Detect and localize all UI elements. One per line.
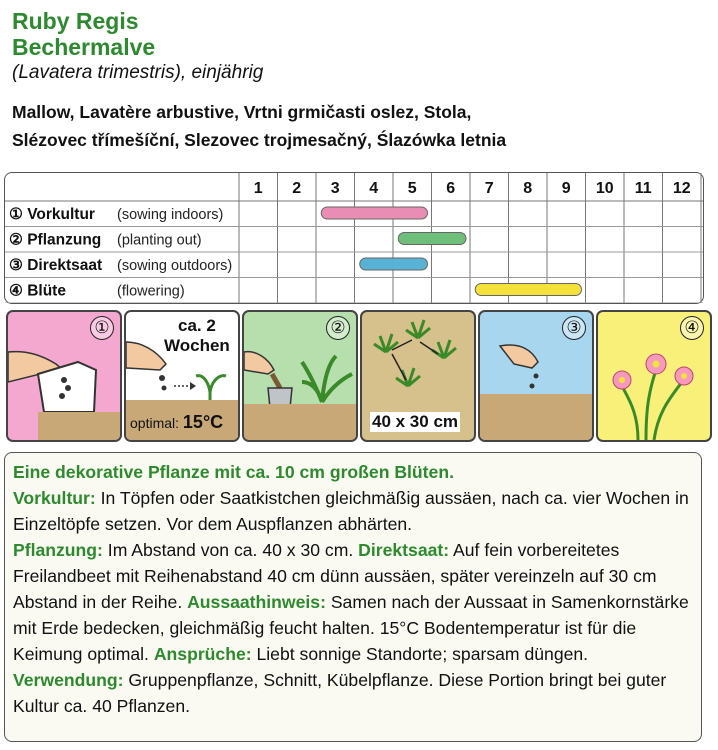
title-line-2: Bechermalve <box>12 34 156 60</box>
common-names-line-2: Slézovec třímešíční, Slezovec trojmesačný, Ślazówka letnia <box>12 130 507 150</box>
aussaat-text: Samen nach der Aussaat in Samenkornstärke mit Erde bedecken, gleichmäßig feucht halten. 15°C Bodentemperatur ist für die Keimung optimal. <box>13 592 689 664</box>
calendar-grid <box>5 173 703 303</box>
title-line-1: Ruby Regis <box>12 8 139 34</box>
month-label: 6 <box>446 180 456 197</box>
panel-flowering <box>596 310 712 442</box>
panel-sowing-indoors <box>6 310 122 442</box>
common-names-line-1: Mallow, Lavatère arbustive, Vrtni grmičasti oslez, Stola, <box>12 102 472 122</box>
vorkultur-label: Vorkultur: <box>13 488 96 508</box>
optimal-temperature <box>130 412 223 433</box>
month-label: 3 <box>330 180 340 197</box>
month-label: 4 <box>369 180 379 197</box>
calendar-row-hint: (planting out) <box>117 232 202 249</box>
botanical-name <box>12 62 263 84</box>
panel-planting-out <box>242 310 358 442</box>
step-number-3: ③ <box>562 316 586 340</box>
spacing-value: 40 x 30 cm <box>372 412 459 431</box>
lifecycle: , einjährig <box>180 62 264 83</box>
month-label: 11 <box>634 180 652 197</box>
step-number-4: ④ <box>680 316 704 340</box>
germination-time-line-1: ca. 2 <box>178 316 216 335</box>
calendar-row-label: ② Pflanzung <box>9 231 102 249</box>
month-label: 5 <box>407 180 417 197</box>
ansprueche-label: Ansprüche: <box>153 644 252 664</box>
pflanzung-label: Pflanzung: <box>13 540 103 560</box>
optimal-temp-value: 15°C <box>182 412 224 432</box>
vorkultur-text: In Töpfen oder Saatkistchen gleichmäßig aussäen, nach ca. vier Wochen in Einzeltöpfe setzen. Vor dem Auspflanzen abhärten. <box>13 488 689 534</box>
panel-germination <box>124 310 240 442</box>
optimal-label: optimal: <box>130 415 180 431</box>
month-label: 12 <box>672 180 691 197</box>
verwendung-text: Gruppenpflanze, Schnitt, Kübelpflanze. Diese Portion bringt bei guter Kultur ca. 40 Pflanzen. <box>13 670 667 716</box>
panel-sowing-outdoors <box>478 310 594 442</box>
headline: Eine dekorative Pflanze mit ca. 10 cm großen Blüten. <box>13 462 454 482</box>
instructions-text <box>13 459 697 719</box>
ansprueche-text: Liebt sonnige Standorte; sparsam düngen. <box>251 644 589 664</box>
common-names <box>12 98 712 154</box>
calendar-row-label: ③ Direktsaat <box>9 257 103 274</box>
instruction-panels <box>6 310 706 440</box>
month-label: 9 <box>561 180 571 197</box>
germination-time-line-2: Wochen <box>164 336 230 355</box>
step-number-1: ① <box>90 316 114 340</box>
calendar-row-label: ① Vorkultur <box>9 206 95 223</box>
latin-name: (Lavatera trimestris) <box>12 62 181 83</box>
month-label: 1 <box>253 180 263 197</box>
sowing-calendar <box>4 172 704 304</box>
month-label: 10 <box>595 180 614 197</box>
calendar-period-bar <box>321 207 427 219</box>
pflanzung-text: Im Abstand von ca. 40 x 30 cm. <box>102 540 359 560</box>
calendar-period-bar <box>360 258 428 270</box>
verwendung-label: Verwendung: <box>13 670 124 690</box>
calendar-row-hint: (sowing indoors) <box>117 207 224 223</box>
calendar-row-hint: (flowering) <box>117 283 185 300</box>
panel-spacing <box>360 310 476 442</box>
month-label: 8 <box>523 180 533 197</box>
calendar-row-hint: (sowing outdoors) <box>117 258 233 274</box>
direktsaat-text: Auf fein vorbereitetes Freilandbeet mit Reihenabstand 40 cm dünn aussäen, später vereinzeln auf 30 cm Abstand in der Reihe. <box>13 540 657 612</box>
direktsaat-label: Direktsaat: <box>358 540 450 560</box>
calendar-row-label: ④ Blüte <box>9 282 66 300</box>
aussaat-label: Aussaathinweis: <box>187 592 326 612</box>
calendar-period-bar <box>398 233 466 245</box>
growing-instructions <box>4 452 702 742</box>
product-title <box>12 8 155 60</box>
calendar-period-bar <box>475 284 581 296</box>
month-label: 2 <box>292 180 302 197</box>
month-label: 7 <box>484 180 494 197</box>
step-number-2: ② <box>326 316 350 340</box>
